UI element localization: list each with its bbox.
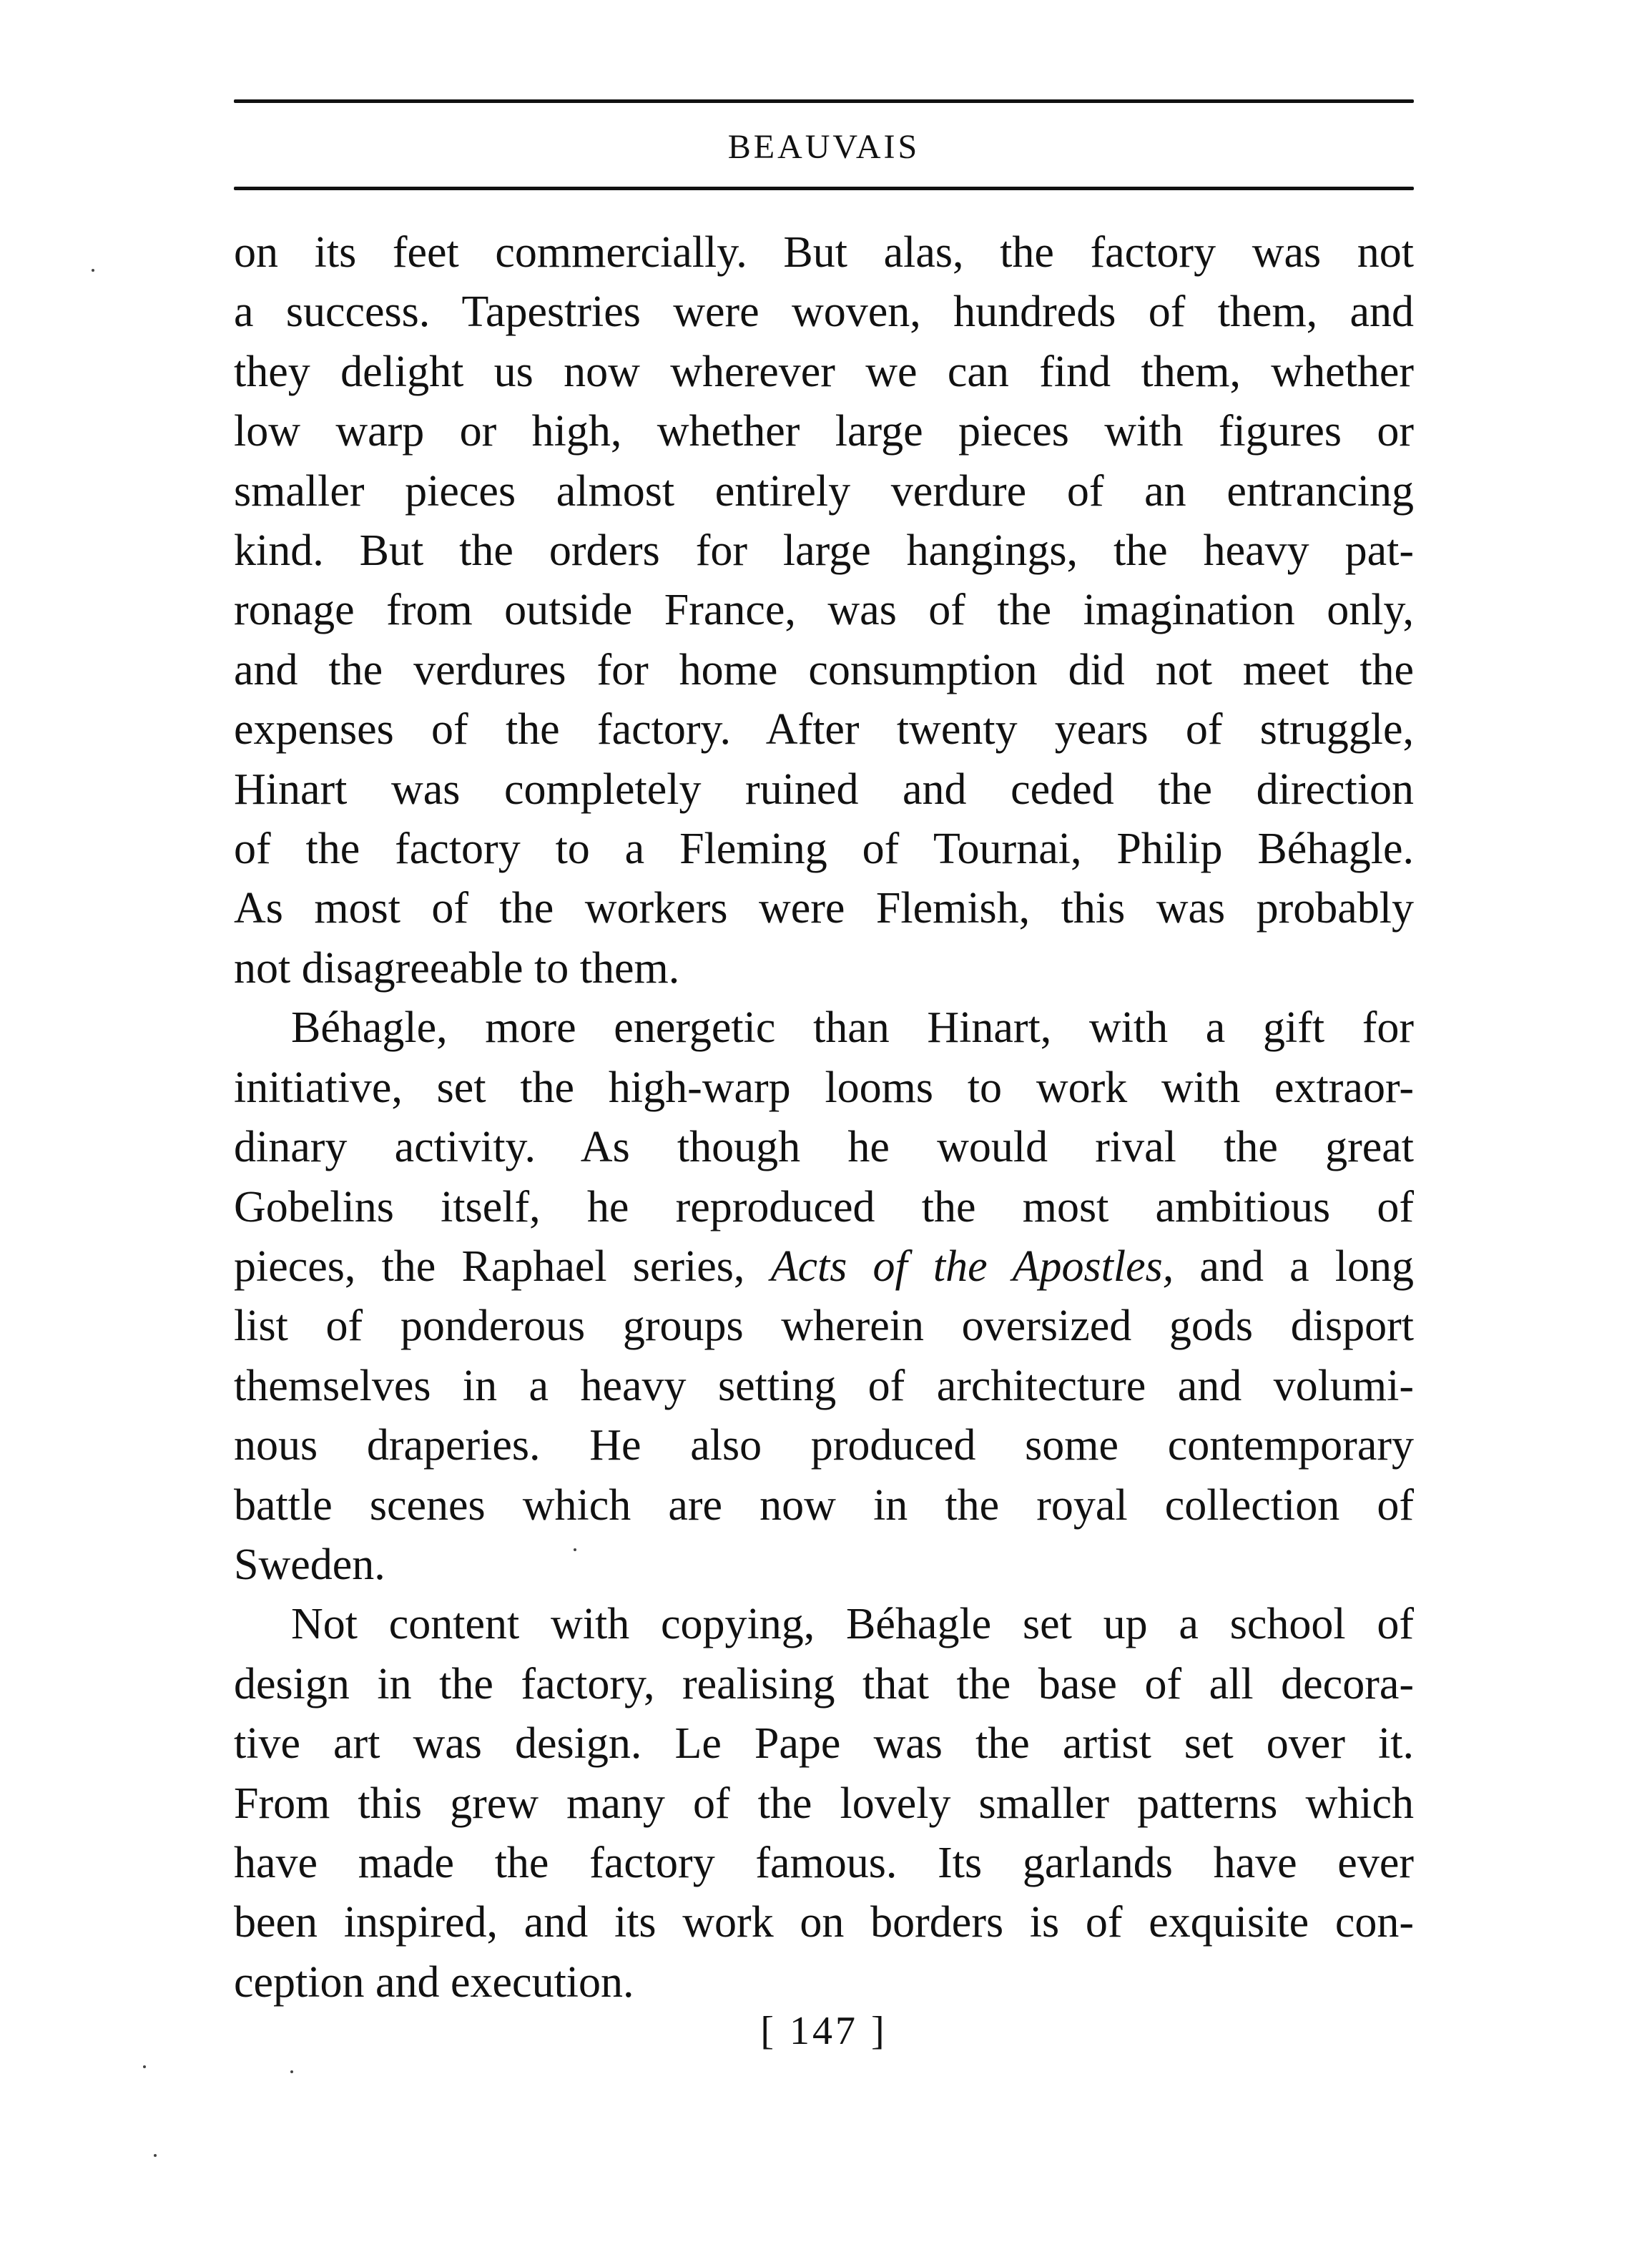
- header-rule-top: [234, 99, 1414, 103]
- scan-speck: [143, 2065, 146, 2068]
- text-line: expenses of the factory. After twenty years of struggle,: [234, 705, 1414, 754]
- text-line: themselves in a heavy setting of architecture and volumi-: [234, 1361, 1414, 1410]
- text-line: Béhagle, more energetic than Hinart, with a gift for: [291, 1003, 1414, 1053]
- text-line: pieces, the Raphael series, Acts of the Apostles, and a long: [234, 1241, 1415, 1291]
- text-line: list of ponderous groups wherein oversized gods disport: [234, 1302, 1414, 1351]
- text-line: ception and execution.: [234, 1957, 634, 2007]
- text-line: low warp or high, whether large pieces with figures or: [234, 407, 1414, 456]
- text-line: Hinart was completely ruined and ceded the direction: [234, 764, 1414, 814]
- text-line: ronage from outside France, was of the imagination only,: [234, 586, 1414, 635]
- text-line: nous draperies. He also produced some contemporary: [234, 1421, 1414, 1470]
- scan-speck: [290, 2070, 293, 2073]
- text-line: a success. Tapestries were woven, hundreds of them, and: [234, 287, 1414, 337]
- text-line: Gobelins itself, he reproduced the most ambitious of: [234, 1182, 1414, 1231]
- text-line: dinary activity. As though he would rival the great: [234, 1123, 1414, 1172]
- text-line: not disagreeable to them.: [234, 943, 680, 993]
- text-line: of the factory to a Fleming of Tournai, Philip Béhagle.: [234, 825, 1414, 874]
- text-line: Sweden.: [234, 1540, 385, 1589]
- text-line: initiative, set the high-warp looms to work with extraor-: [234, 1063, 1414, 1112]
- text-line: battle scenes which are now in the royal collection of: [234, 1480, 1414, 1530]
- text-line: Not content with copying, Béhagle set up a school of: [291, 1600, 1414, 1649]
- text-line: As most of the workers were Flemish, this was probably: [234, 884, 1414, 933]
- text-line: kind. But the orders for large hangings, the heavy pat-: [234, 526, 1414, 576]
- paragraph: [234, 998, 1414, 1595]
- text-line: on its feet commercially. But alas, the factory was not: [234, 228, 1414, 277]
- paragraph: [234, 1595, 1414, 2012]
- scan-speck: [154, 2154, 157, 2157]
- paragraph: [234, 223, 1414, 998]
- scan-speck: [574, 1548, 576, 1551]
- body-text: [234, 223, 1414, 2012]
- text-line: have made the factory famous. Its garlands have ever: [234, 1838, 1414, 1887]
- page-number: [ 147 ]: [760, 2009, 888, 2053]
- scan-speck: [92, 269, 94, 272]
- text-line: and the verdures for home consumption did not meet the: [234, 645, 1414, 694]
- text-line: been inspired, and its work on borders is of exquisite con-: [234, 1898, 1414, 1947]
- italic-title: Acts of the Apostles,: [770, 1241, 1174, 1291]
- text-line: From this grew many of the lovely smaller patterns which: [234, 1779, 1414, 1828]
- text-line: they delight us now wherever we can find them, whether: [234, 347, 1414, 396]
- text-line: smaller pieces almost entirely verdure of an entrancing: [234, 466, 1414, 516]
- running-head: BEAUVAIS: [727, 128, 920, 166]
- header-rule-bottom: [234, 187, 1414, 190]
- text-line: design in the factory, realising that the base of all decora-: [234, 1659, 1414, 1708]
- text-line: tive art was design. Le Pape was the artist set over it.: [234, 1719, 1414, 1769]
